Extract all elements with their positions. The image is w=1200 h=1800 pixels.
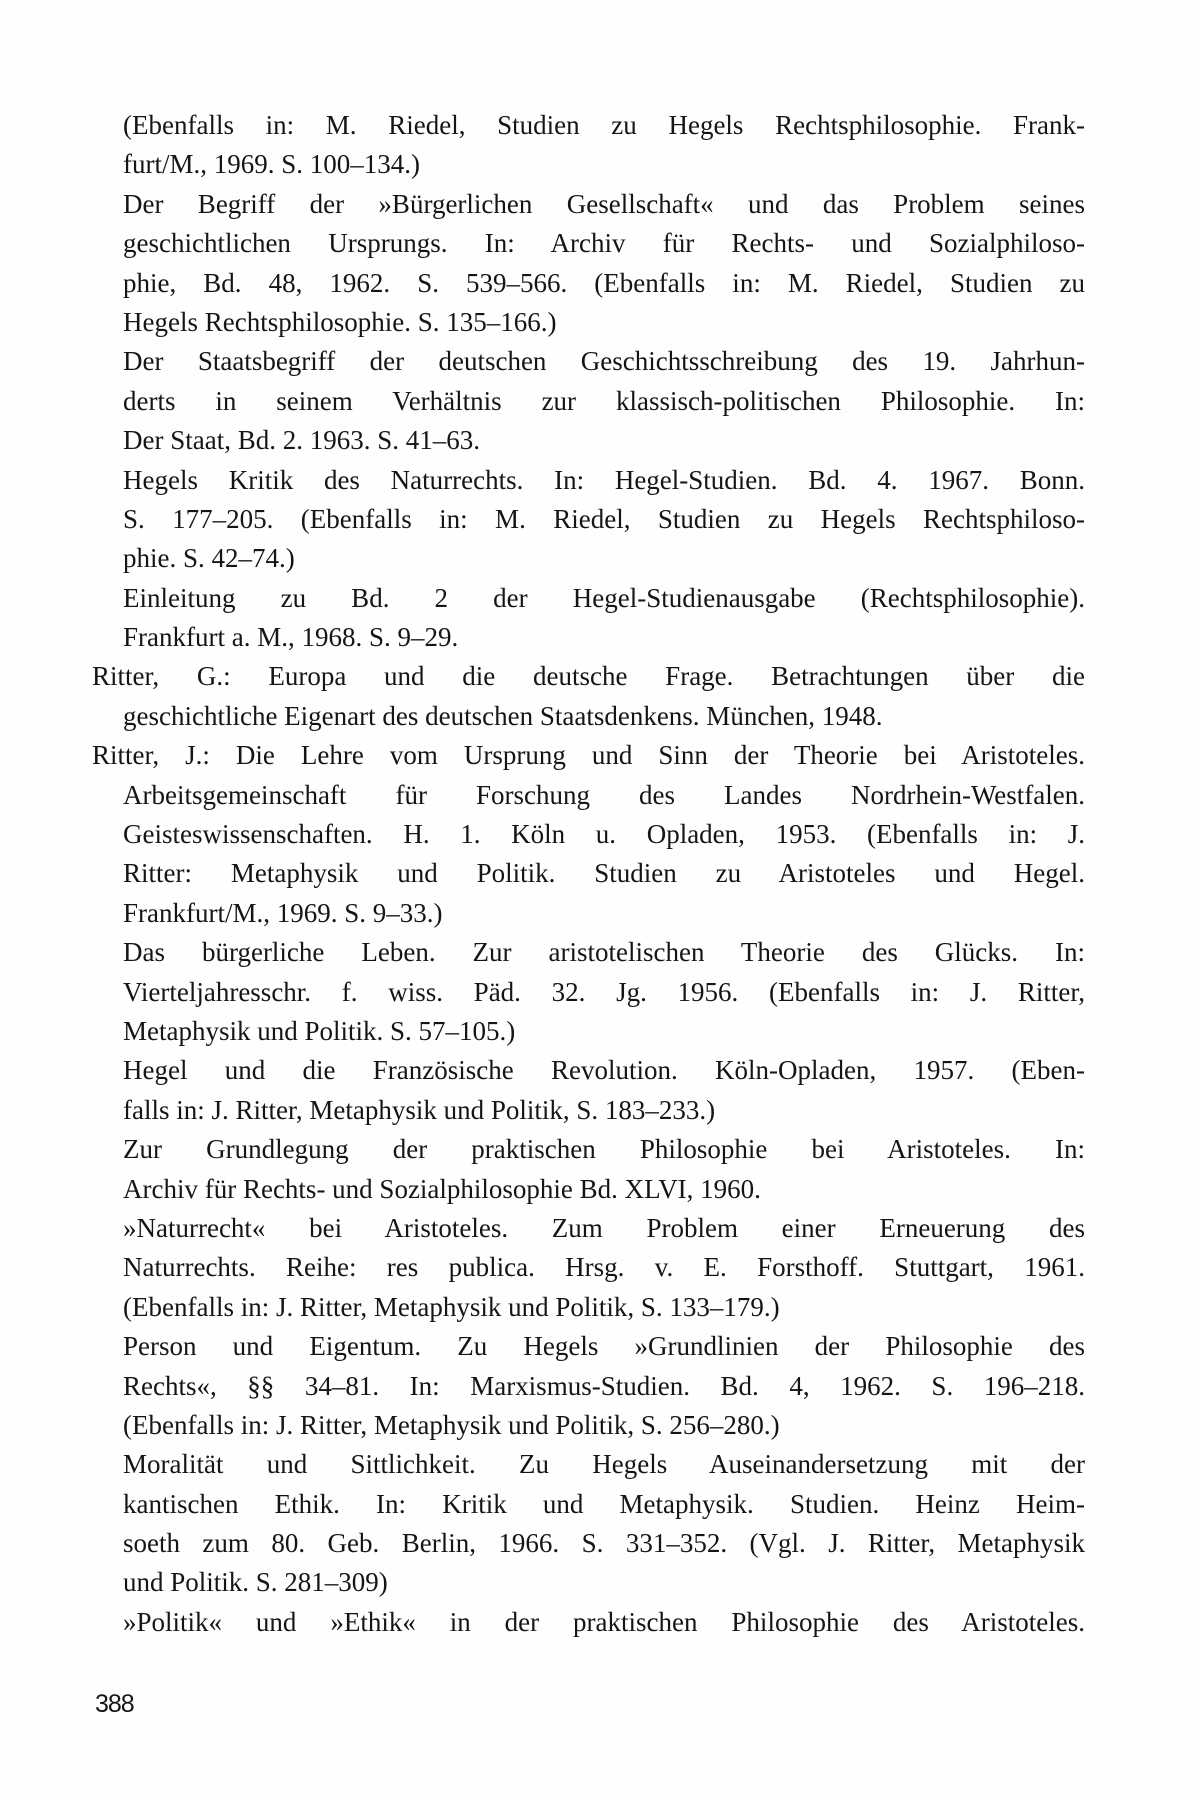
bibliography-entry (92, 1445, 1085, 1603)
bibliography-text (92, 106, 1085, 1642)
text-line: Der Begriff der »Bürgerlichen Gesellschaft« und das Problem seines (123, 188, 1085, 219)
bibliography-entry (92, 1603, 1085, 1642)
text-line: furt/M., 1969. S. 100–134.) (123, 149, 420, 180)
text-line: Hegels Kritik des Naturrechts. In: Hegel-Studien. Bd. 4. 1967. Bonn. (123, 464, 1085, 495)
text-line: Hegels Rechtsphilosophie. S. 135–166.) (123, 306, 557, 337)
text-line: phie. S. 42–74.) (123, 543, 295, 574)
text-line: Der Staatsbegriff der deutschen Geschichtsschreibung des 19. Jahrhun- (123, 346, 1085, 377)
text-line: (Ebenfalls in: J. Ritter, Metaphysik und Politik, S. 256–280.) (123, 1409, 780, 1440)
text-line: Geisteswissenschaften. H. 1. Köln u. Opladen, 1953. (Ebenfalls in: J. (123, 819, 1085, 850)
bibliography-entry (92, 461, 1085, 579)
text-line: geschichtliche Eigenart des deutschen Staatsdenkens. München, 1948. (123, 700, 883, 731)
bibliography-entry (92, 1051, 1085, 1130)
text-line: Ritter: Metaphysik und Politik. Studien zu Aristoteles und Hegel. (123, 858, 1085, 889)
text-line: Das bürgerliche Leben. Zur aristotelischen Theorie des Glücks. In: (123, 937, 1085, 968)
text-line: kantischen Ethik. In: Kritik und Metaphysik. Studien. Heinz Heim- (123, 1488, 1085, 1519)
text-line: Ritter, J.: Die Lehre vom Ursprung und Sinn der Theorie bei Aristoteles. (92, 740, 1085, 771)
text-line: Frankfurt/M., 1969. S. 9–33.) (123, 897, 443, 928)
bibliography-entry (92, 579, 1085, 658)
text-line: geschichtlichen Ursprungs. In: Archiv für Rechts- und Sozialphiloso- (123, 228, 1085, 259)
text-line: (Ebenfalls in: M. Riedel, Studien zu Hegels Rechtsphilosophie. Frank- (123, 110, 1085, 140)
text-line: phie, Bd. 48, 1962. S. 539–566. (Ebenfalls in: M. Riedel, Studien zu (123, 267, 1085, 298)
text-line: Archiv für Rechts- und Sozialphilosophie Bd. XLVI, 1960. (123, 1173, 761, 1204)
text-line: Einleitung zu Bd. 2 der Hegel-Studienausgabe (Rechtsphilosophie). (123, 582, 1085, 613)
text-line: Zur Grundlegung der praktischen Philosophie bei Aristoteles. In: (123, 1134, 1085, 1165)
text-line: (Ebenfalls in: J. Ritter, Metaphysik und Politik, S. 133–179.) (123, 1291, 780, 1322)
text-line: und Politik. S. 281–309) (123, 1567, 388, 1598)
text-line: Naturrechts. Reihe: res publica. Hrsg. v. E. Forsthoff. Stuttgart, 1961. (123, 1252, 1085, 1283)
text-line: Ritter, G.: Europa und die deutsche Frage. Betrachtungen über die (92, 661, 1085, 692)
author-entry (92, 657, 1085, 736)
text-line: falls in: J. Ritter, Metaphysik und Politik, S. 183–233.) (123, 1094, 716, 1125)
text-line: Metaphysik und Politik. S. 57–105.) (123, 1015, 516, 1046)
text-line: S. 177–205. (Ebenfalls in: M. Riedel, Studien zu Hegels Rechtsphiloso- (123, 503, 1085, 534)
text-line: »Naturrecht« bei Aristoteles. Zum Problem einer Erneuerung des (123, 1212, 1085, 1243)
text-line: Frankfurt a. M., 1968. S. 9–29. (123, 622, 459, 653)
text-line: Der Staat, Bd. 2. 1963. S. 41–63. (123, 425, 480, 456)
bibliography-entry (92, 933, 1085, 1051)
text-line: Vierteljahresschr. f. wiss. Päd. 32. Jg. 1956. (Ebenfalls in: J. Ritter, (123, 976, 1085, 1007)
text-line: Rechts«, §§ 34–81. In: Marxismus-Studien. Bd. 4, 1962. S. 196–218. (123, 1370, 1085, 1401)
bibliography-entry (92, 1130, 1085, 1209)
text-line: »Politik« und »Ethik« in der praktischen Philosophie des Aristoteles. (123, 1606, 1085, 1637)
page-number: 388 (95, 1690, 134, 1718)
text-line: Arbeitsgemeinschaft für Forschung des Landes Nordrhein-Westfalen. (123, 779, 1085, 810)
author-entry (92, 736, 1085, 933)
bibliography-entry (92, 106, 1085, 185)
text-line: Moralität und Sittlichkeit. Zu Hegels Auseinandersetzung mit der (123, 1449, 1085, 1480)
text-line: Person und Eigentum. Zu Hegels »Grundlinien der Philosophie des (123, 1331, 1085, 1362)
bibliography-entry (92, 342, 1085, 460)
text-line: Hegel und die Französische Revolution. Köln-Opladen, 1957. (Eben- (123, 1055, 1085, 1086)
bibliography-entry (92, 1327, 1085, 1445)
bibliography-entry (92, 185, 1085, 343)
bibliography-entry (92, 1209, 1085, 1327)
text-line: soeth zum 80. Geb. Berlin, 1966. S. 331–352. (Vgl. J. Ritter, Metaphysik (123, 1528, 1085, 1559)
text-line: derts in seinem Verhältnis zur klassisch-politischen Philosophie. In: (123, 385, 1085, 416)
